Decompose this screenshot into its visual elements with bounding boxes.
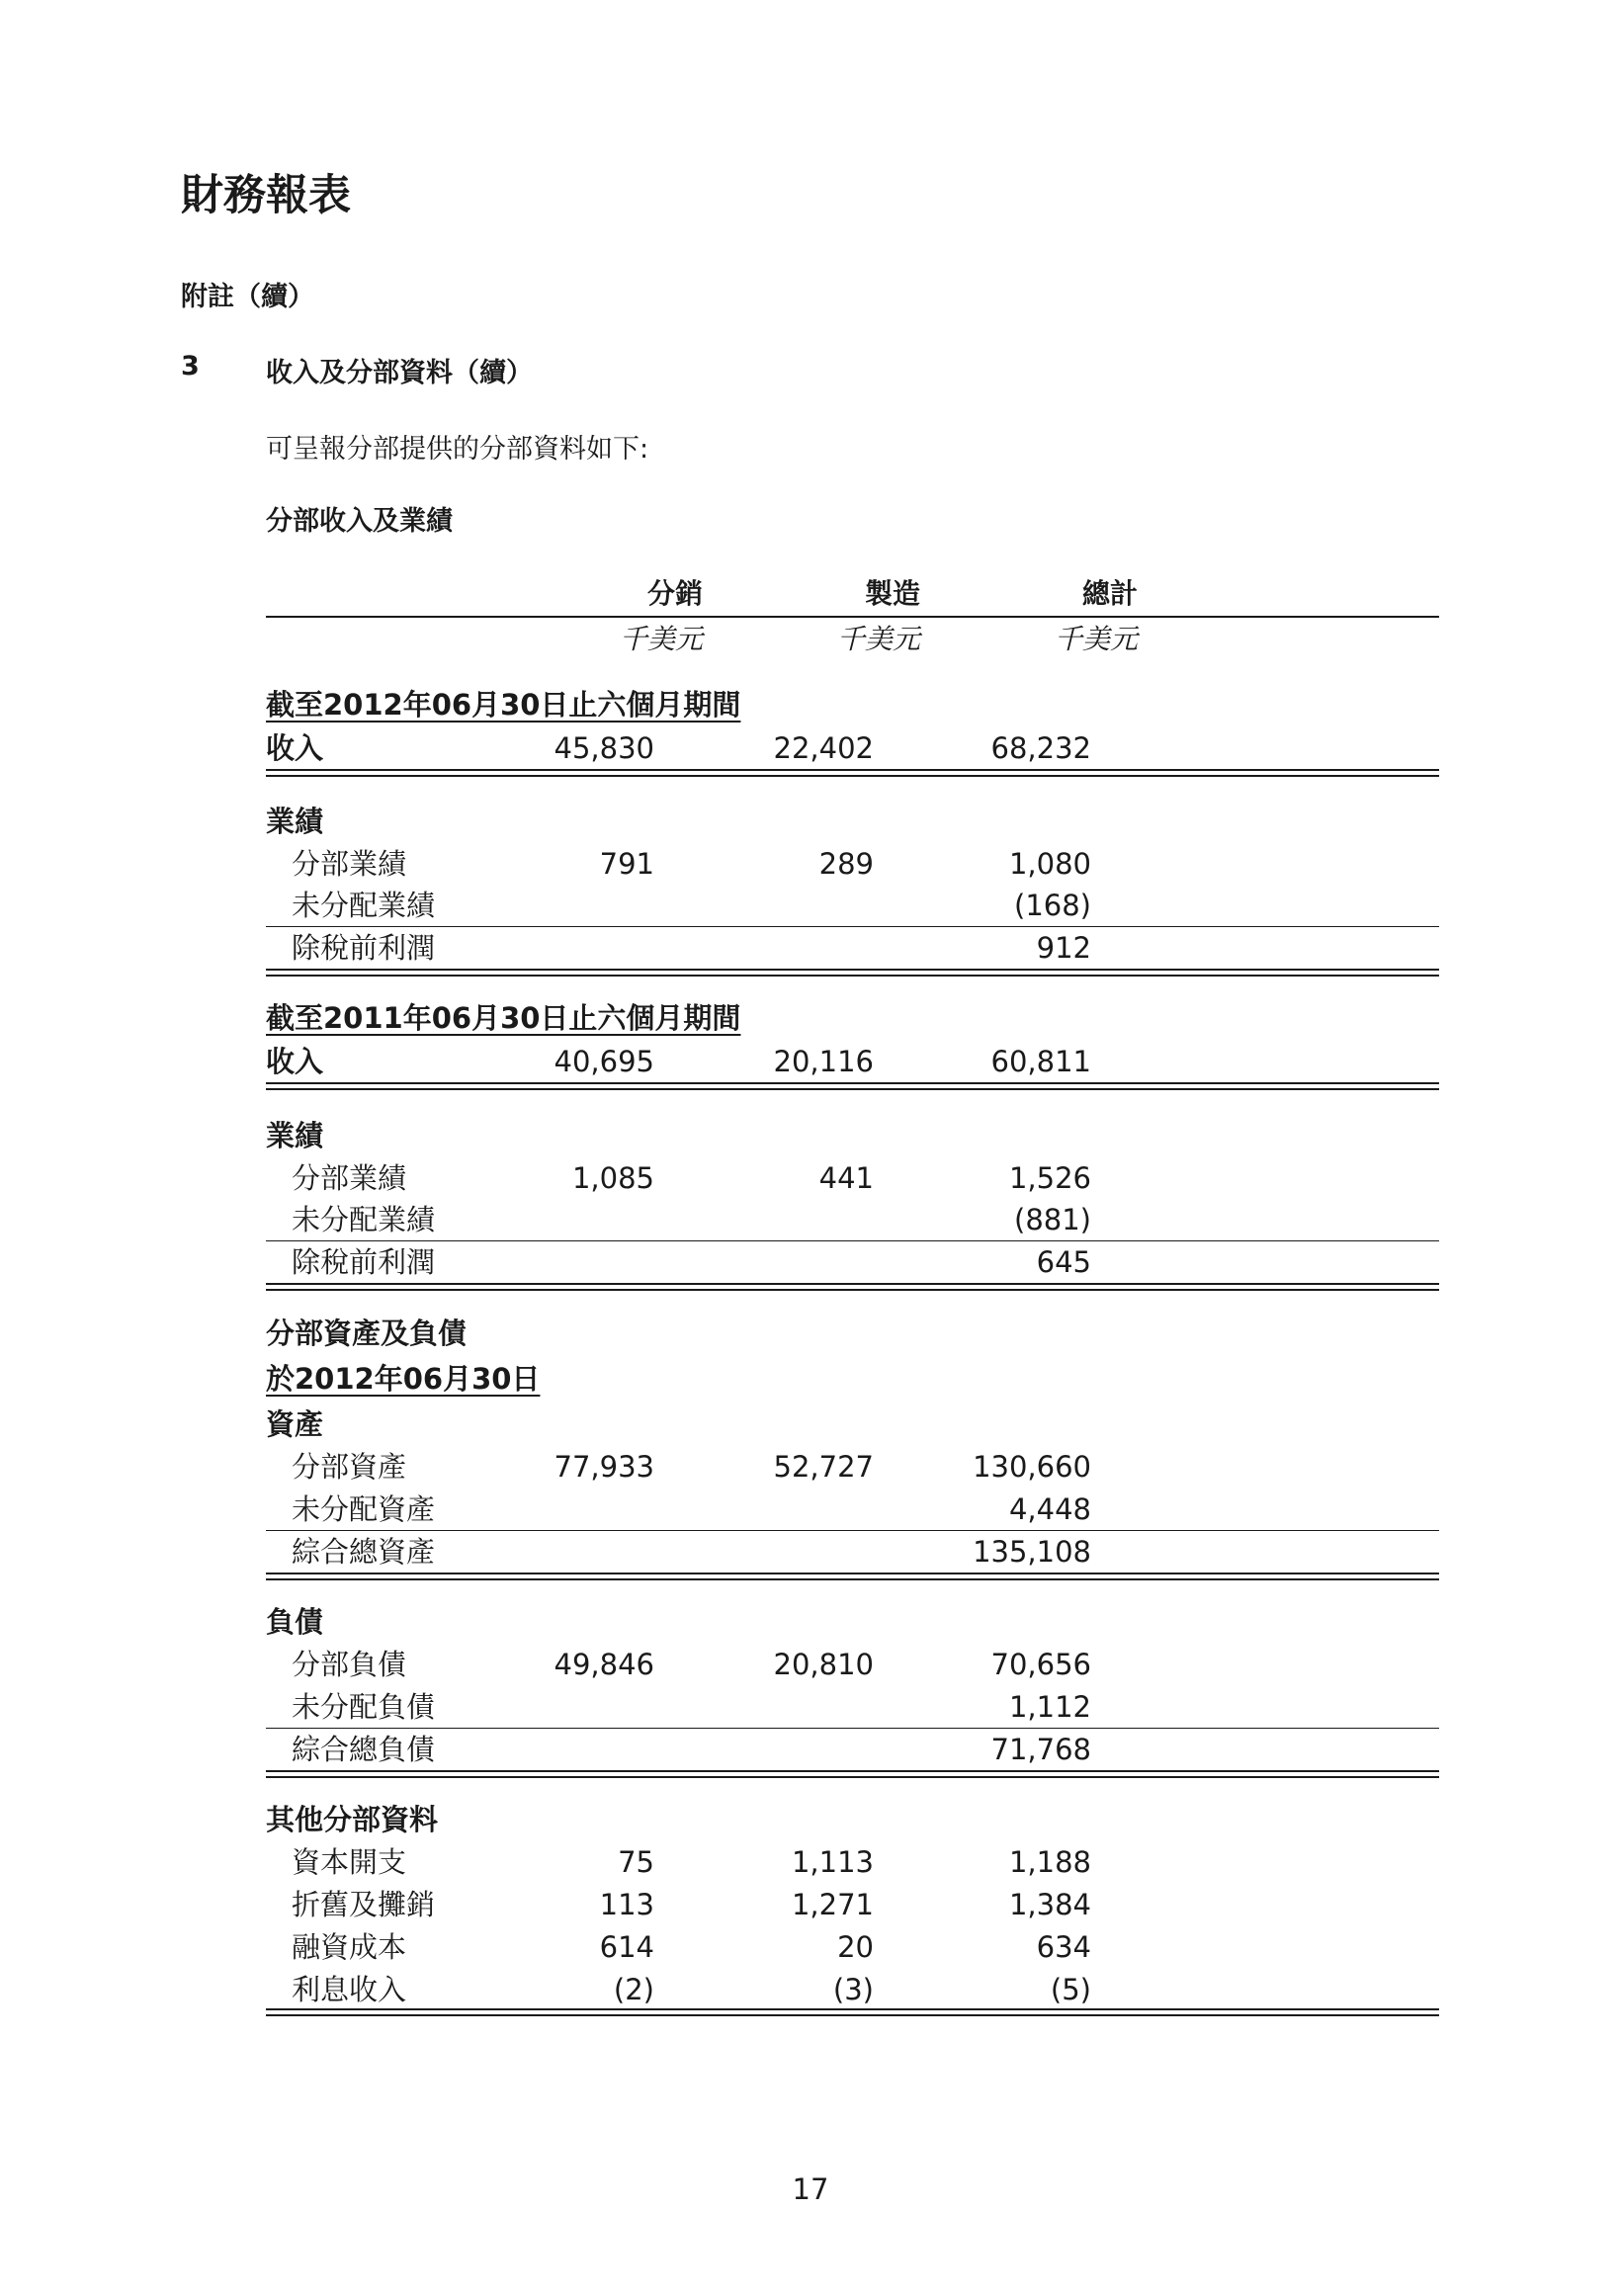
pbt-label: 除稅前利潤 bbox=[292, 931, 436, 965]
col-header-distribution: 分銷 bbox=[646, 577, 703, 610]
notes-heading: 附註（續） bbox=[181, 282, 314, 312]
segment-results-manufacturing: 441 bbox=[818, 1161, 874, 1195]
results-heading: 業績 bbox=[266, 1119, 324, 1152]
segment-results-distribution: 791 bbox=[599, 847, 654, 881]
segment-results-manufacturing: 289 bbox=[818, 847, 874, 881]
double-rule bbox=[266, 969, 1439, 971]
double-rule bbox=[266, 1770, 1439, 1772]
revenue-manufacturing: 20,116 bbox=[773, 1045, 874, 1078]
unallocated-results-label: 未分配業績 bbox=[292, 889, 436, 922]
unallocated-assets-total: 4,448 bbox=[1008, 1492, 1091, 1526]
total-assets-total: 135,108 bbox=[973, 1535, 1091, 1569]
unallocated-assets-label: 未分配資產 bbox=[292, 1492, 436, 1526]
double-rule bbox=[266, 1283, 1439, 1285]
unallocated-liabilities-total: 1,112 bbox=[1008, 1690, 1091, 1724]
intro-text: 可呈報分部提供的分部資料如下: bbox=[266, 434, 649, 465]
col-header-total: 總計 bbox=[1081, 577, 1138, 610]
subheading: 分部收入及業績 bbox=[266, 506, 453, 537]
rule bbox=[266, 1530, 1439, 1531]
unallocated-results-label: 未分配業績 bbox=[292, 1203, 436, 1236]
capex-distribution: 75 bbox=[618, 1845, 654, 1879]
pbt-label: 除稅前利潤 bbox=[292, 1245, 436, 1279]
segment-results-total: 1,080 bbox=[1008, 847, 1091, 881]
segment-results-distribution: 1,085 bbox=[571, 1161, 654, 1195]
revenue-distribution: 45,830 bbox=[554, 731, 654, 765]
header-rule bbox=[266, 616, 1439, 618]
liabilities-heading: 負債 bbox=[266, 1605, 324, 1639]
page-title: 財務報表 bbox=[181, 171, 351, 220]
segment-results-total: 1,526 bbox=[1008, 1161, 1091, 1195]
revenue-label: 收入 bbox=[266, 1045, 324, 1078]
finance-cost-total: 634 bbox=[1036, 1930, 1091, 1964]
double-rule bbox=[266, 975, 1439, 977]
results-heading: 業績 bbox=[266, 805, 324, 838]
rule bbox=[266, 1728, 1439, 1729]
segment-assets-total: 130,660 bbox=[973, 1450, 1091, 1484]
revenue-label: 收入 bbox=[266, 731, 324, 765]
assets-heading: 資產 bbox=[266, 1407, 324, 1441]
segment-results-label: 分部業績 bbox=[292, 1161, 407, 1195]
assets-liabilities-heading: 分部資產及負債 bbox=[266, 1317, 468, 1350]
total-liabilities-total: 71,768 bbox=[990, 1733, 1091, 1766]
revenue-total: 60,811 bbox=[990, 1045, 1091, 1078]
total-assets-label: 綜合總資產 bbox=[292, 1535, 436, 1569]
capex-total: 1,188 bbox=[1008, 1845, 1091, 1879]
rule bbox=[266, 926, 1439, 927]
depreciation-label: 折舊及攤銷 bbox=[292, 1888, 436, 1921]
col-unit: 千美元 bbox=[1054, 623, 1138, 655]
period-heading-2012: 截至2012年06月30日止六個月期間 bbox=[266, 688, 741, 722]
segment-assets-distribution: 77,933 bbox=[554, 1450, 654, 1484]
double-rule bbox=[266, 2008, 1439, 2010]
capex-manufacturing: 1,113 bbox=[791, 1845, 874, 1879]
double-rule bbox=[266, 2014, 1439, 2016]
finance-cost-distribution: 614 bbox=[599, 1930, 654, 1964]
segment-table bbox=[266, 563, 1439, 2016]
segment-assets-label: 分部資產 bbox=[292, 1450, 407, 1484]
segment-liabilities-distribution: 49,846 bbox=[554, 1648, 654, 1681]
finance-cost-manufacturing: 20 bbox=[837, 1930, 874, 1964]
double-rule bbox=[266, 1289, 1439, 1291]
double-rule bbox=[266, 1573, 1439, 1574]
col-unit: 千美元 bbox=[836, 623, 920, 655]
unallocated-results-total: (881) bbox=[1014, 1203, 1091, 1236]
segment-liabilities-manufacturing: 20,810 bbox=[773, 1648, 874, 1681]
segment-liabilities-total: 70,656 bbox=[990, 1648, 1091, 1681]
depreciation-total: 1,384 bbox=[1008, 1888, 1091, 1921]
double-rule bbox=[266, 1776, 1439, 1778]
double-rule bbox=[266, 1082, 1439, 1084]
finance-cost-label: 融資成本 bbox=[292, 1930, 407, 1964]
segment-assets-manufacturing: 52,727 bbox=[773, 1450, 874, 1484]
double-rule bbox=[266, 775, 1439, 777]
section-number: 3 bbox=[181, 351, 200, 382]
interest-income-label: 利息收入 bbox=[292, 1973, 407, 2006]
segment-results-label: 分部業績 bbox=[292, 847, 407, 881]
revenue-manufacturing: 22,402 bbox=[773, 731, 874, 765]
other-info-heading: 其他分部資料 bbox=[266, 1803, 439, 1836]
rule bbox=[266, 1240, 1439, 1241]
page-number: 17 bbox=[792, 2172, 829, 2206]
period-heading-2011: 截至2011年06月30日止六個月期間 bbox=[266, 1001, 741, 1035]
unallocated-results-total: (168) bbox=[1014, 889, 1091, 922]
col-unit: 千美元 bbox=[619, 623, 703, 655]
revenue-distribution: 40,695 bbox=[554, 1045, 654, 1078]
unallocated-liabilities-label: 未分配負債 bbox=[292, 1690, 436, 1724]
depreciation-distribution: 113 bbox=[599, 1888, 654, 1921]
revenue-total: 68,232 bbox=[990, 731, 1091, 765]
section-title: 收入及分部資料（續） bbox=[266, 358, 533, 388]
double-rule bbox=[266, 1578, 1439, 1580]
col-header-manufacturing: 製造 bbox=[864, 577, 920, 610]
capex-label: 資本開支 bbox=[292, 1845, 407, 1879]
double-rule bbox=[266, 769, 1439, 771]
pbt-total: 912 bbox=[1036, 931, 1091, 965]
balance-date: 於2012年06月30日 bbox=[266, 1362, 541, 1396]
interest-income-distribution: (2) bbox=[613, 1973, 654, 2006]
depreciation-manufacturing: 1,271 bbox=[791, 1888, 874, 1921]
segment-liabilities-label: 分部負債 bbox=[292, 1648, 407, 1681]
total-liabilities-label: 綜合總負債 bbox=[292, 1733, 436, 1766]
interest-income-total: (5) bbox=[1050, 1973, 1091, 2006]
interest-income-manufacturing: (3) bbox=[832, 1973, 874, 2006]
pbt-total: 645 bbox=[1036, 1245, 1091, 1279]
double-rule bbox=[266, 1088, 1439, 1090]
